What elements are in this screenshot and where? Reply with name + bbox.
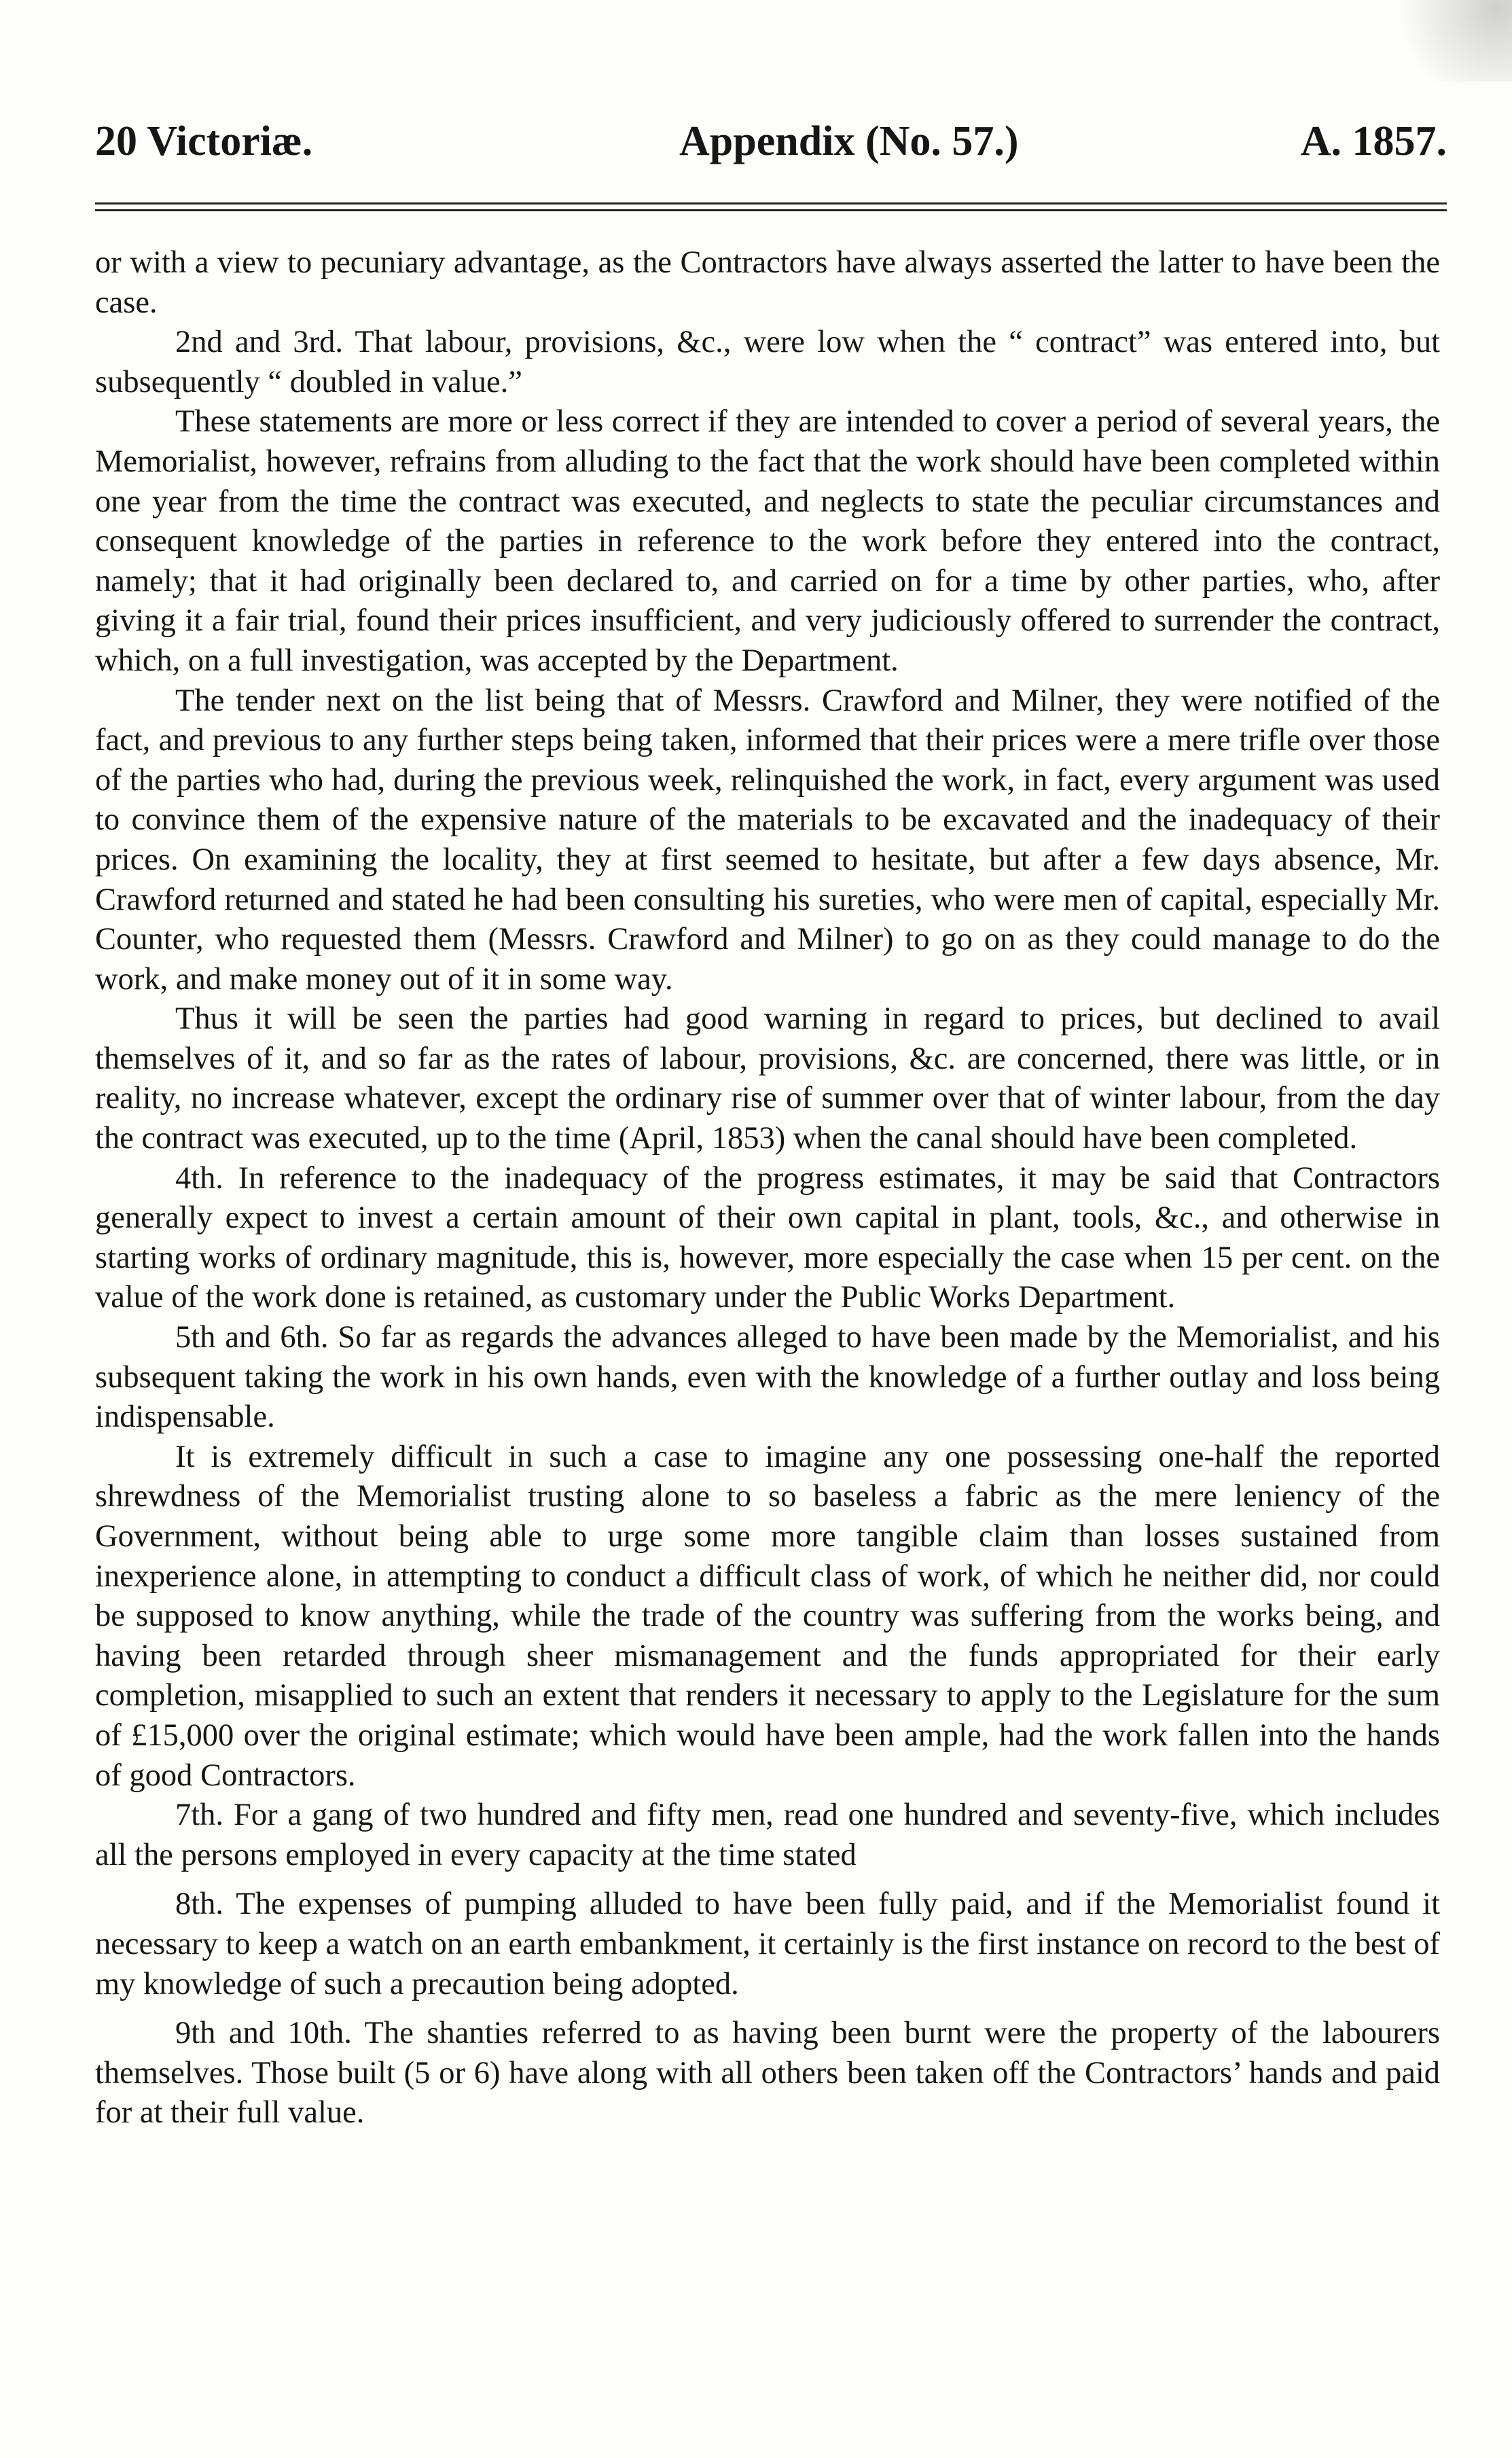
page-speckle [1376,0,1512,82]
page-header [95,114,1447,168]
paragraph-warning: Thus it will be seen the parties had good warning in regard to prices, but declined to avail themselves of it, and so far as the rates of labour, provisions, &c. are concerned, there was little, or in reality, no increase whatever, except the ordinary rise of summer over that of winter labour, from the day the contract was executed, up to the time (April, 1853) when the canal should have been completed. [95,1001,1440,1156]
paragraph-9th-10th: 9th and 10th. The shanties referred to as having been burnt were the property of the labourers themselves. Those built (5 or 6) have along with all others been taken off the Contractors’ hands and paid for at their full value. [95,2016,1440,2131]
header-rule-bottom [95,209,1447,211]
paragraph-tender: The tender next on the list being that of Messrs. Crawford and Milner, they were notified of the fact, and previous to any further steps being taken, informed that their prices were a mere trifle over those of the parties who had, during the previous week, relinquished the work, in fact, every argument was used to convince them of the expensive nature of the materials to be excavated and the inadequacy of their prices. On examining the locality, they at first seemed to hesitate, but after a few days absence, Mr. Crawford returned and stated he had been consulting his sureties, who were men of capital, especially Mr. Counter, who requested them (Messrs. Crawford and Milner) to go on as they could manage to do the work, and make money out of it in some way. [95,683,1440,997]
paragraph-2nd-3rd: 2nd and 3rd. That labour, provisions, &c., were low when the “ contract” was entered into, but subsequently “ doubled in value.” [95,325,1440,399]
header-appendix-number: Appendix (No. 57.) [679,118,1019,164]
paragraph-5th-6th: 5th and 6th. So far as regards the advances alleged to have been made by the Memorialist, and his subsequent taking the work in his own hands, even with the knowledge of a further outlay and loss being indispensable. [95,1320,1440,1435]
body-text [95,243,1440,2444]
paragraph-7th: 7th. For a gang of two hundred and fifty men, read one hundred and seventy-five, which includes all the persons employed in every capacity at the time stated [95,1798,1440,1872]
paragraph-4th: 4th. In reference to the inadequacy of the progress estimates, it may be said that Contractors generally expect to invest a certain amount of their own capital in plant, tools, &c., and otherwise in starting works of ordinary magnitude, this is, however, more especially the case when 15 per cent. on the value of the work done is retained, as customary under the Public Works Department. [95,1160,1440,1315]
header-regnal-year: 20 Victoriæ. [95,118,313,164]
paragraph-continuation: or with a view to pecuniary advantage, as the Contractors have always asserted the latter to have been the case. [95,245,1440,320]
header-year: A. 1857. [1300,118,1447,164]
paragraph-difficult: It is extremely difficult in such a case to imagine any one possessing one-half the reported shrewdness of the Memorialist trusting alone to so baseless a fabric as the mere leniency of the Government, without being able to urge some more tangible claim than losses sustained from inexperience alone, in attempting to conduct a difficult class of work, of which he neither did, nor could be supposed to know anything, while the trade of the country was suffering from the works being, and having been retarded through sheer mismanagement and the funds appropriated for their early completion, misapplied to such an extent that renders it necessary to apply to the Legislature for the sum of £15,000 over the original estimate; which would have been ample, had the work fallen into the hands of good Contractors. [95,1439,1440,1793]
header-rule-top [95,202,1447,204]
paragraph-statements: These statements are more or less correct if they are intended to cover a period of several years, the Memorialist, however, refrains from alluding to the fact that the work should have been completed within one year from the time the contract was executed, and neglects to state the peculiar circumstances and consequent knowledge of the parties in reference to the work before they entered into the contract, namely; that it had originally been declared to, and carried on for a time by other parties, who, after giving it a fair trial, found their prices insufficient, and very judiciously offered to surrender the contract, which, on a full investigation, was accepted by the Department. [95,404,1440,678]
paragraph-8th: 8th. The expenses of pumping alluded to have been fully paid, and if the Memorialist found it necessary to keep a watch on an earth embankment, it certainly is the first instance on record to the best of my knowledge of such a precaution being adopted. [95,1887,1440,2001]
